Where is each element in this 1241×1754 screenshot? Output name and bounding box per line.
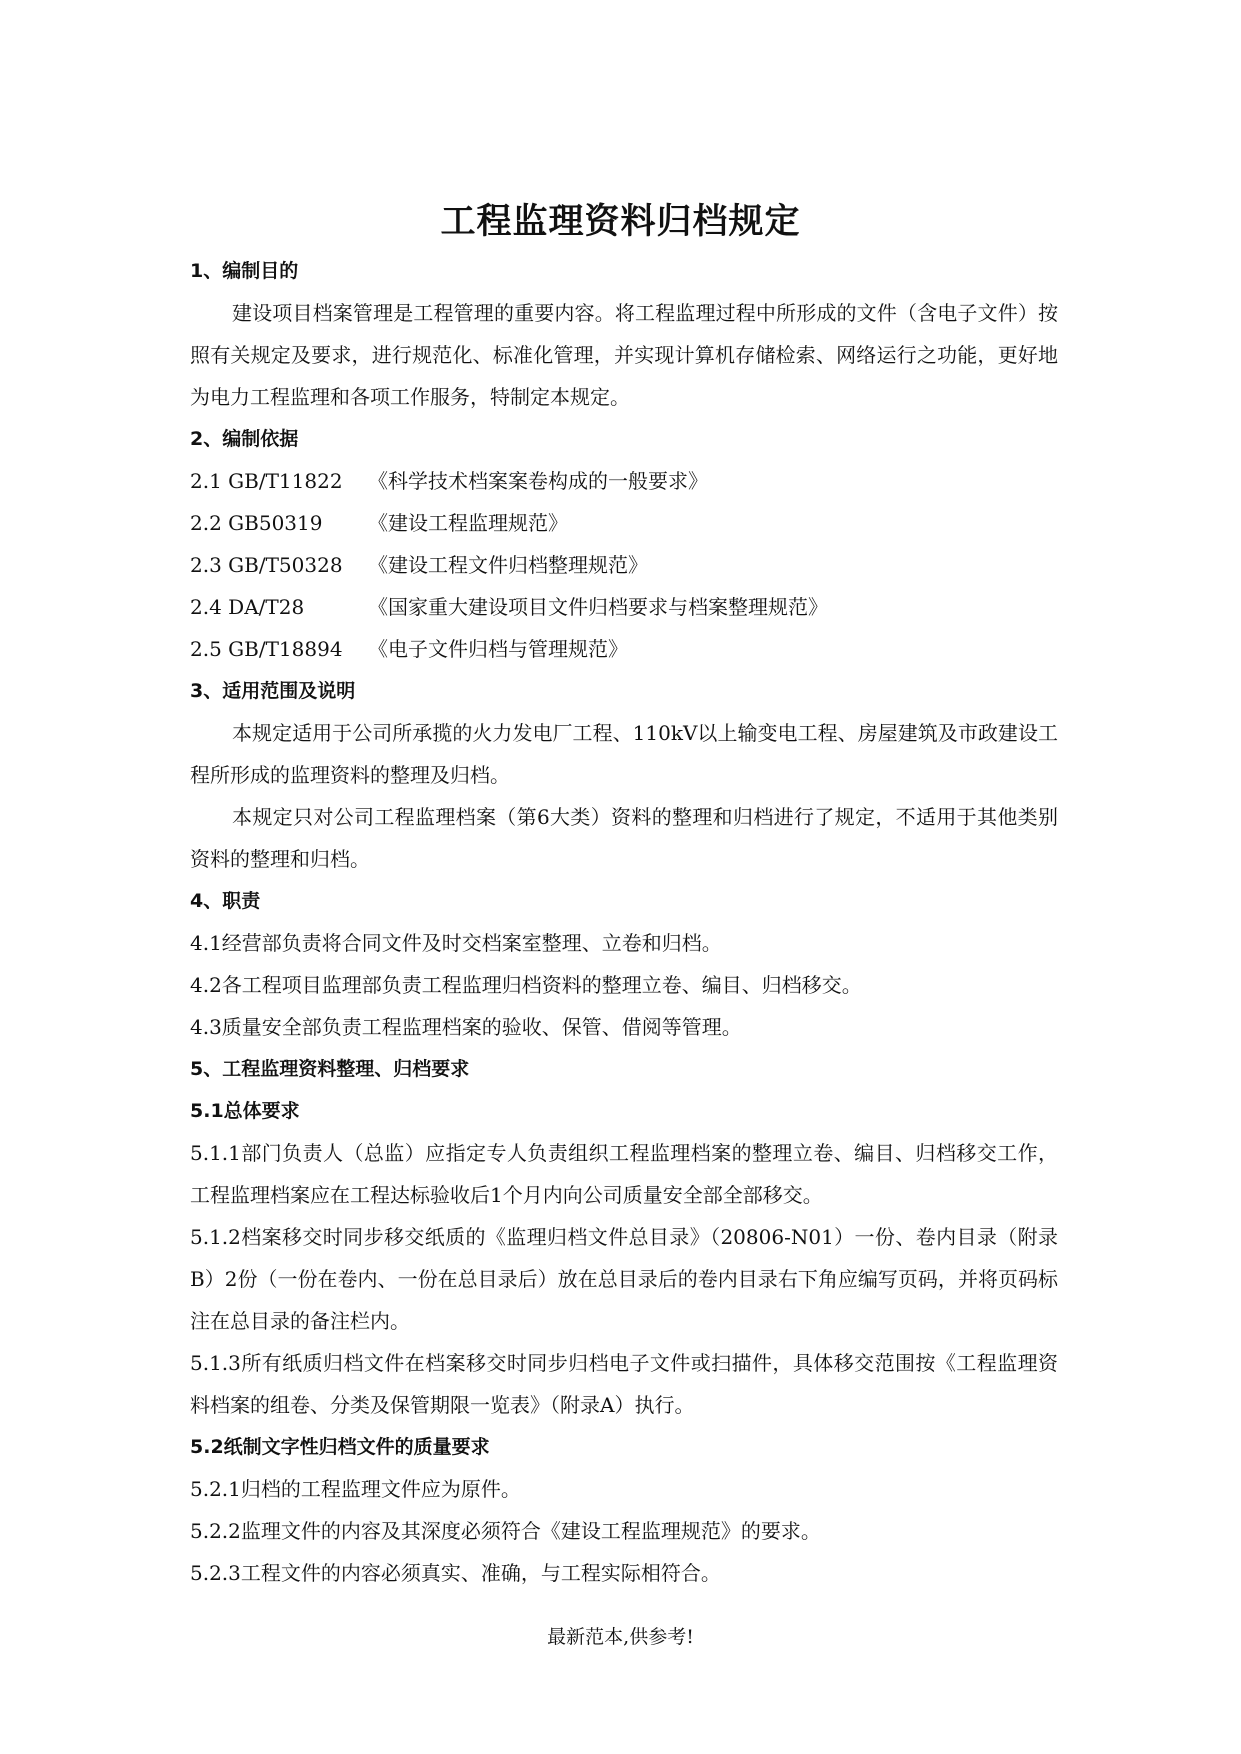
section-1-heading: 1、编制目的	[190, 260, 299, 282]
requirement-item: 5.1.1部门负责人（总监）应指定专人负责组织工程监理档案的整理立卷、编目、归档移交工作，工程监理档案应在工程达标验收后1个月内向公司质量安全部全部移交。	[190, 1141, 1058, 1207]
reference-item	[190, 502, 1058, 544]
section-4-heading: 4、职责	[190, 890, 261, 912]
reference-name: 《建设工程监理规范》	[368, 511, 568, 535]
section-3-paragraph-2: 本规定只对公司工程监理档案（第6大类）资料的整理和归档进行了规定，不适用于其他类别资料的整理和归档。	[190, 805, 1058, 871]
section-3-heading: 3、适用范围及说明	[190, 680, 356, 702]
requirement-item: 5.2.3工程文件的内容必须真实、准确，与工程实际相符合。	[190, 1561, 721, 1585]
reference-code: 2.4 DA/T28	[190, 595, 305, 619]
document-body	[190, 250, 1058, 1594]
reference-item	[190, 628, 1058, 670]
reference-name: 《建设工程文件归档整理规范》	[368, 553, 648, 577]
subsection-5-2-heading: 5.2纸制文字性归档文件的质量要求	[190, 1436, 490, 1458]
reference-item	[190, 544, 1058, 586]
requirement-item: 5.2.1归档的工程监理文件应为原件。	[190, 1477, 521, 1501]
reference-code: 2.1 GB/T11822	[190, 469, 343, 493]
reference-code: 2.5 GB/T18894	[190, 637, 343, 661]
reference-item	[190, 460, 1058, 502]
section-3-paragraph-1: 本规定适用于公司所承揽的火力发电厂工程、110kV以上输变电工程、房屋建筑及市政建设工程所形成的监理资料的整理及归档。	[190, 721, 1058, 787]
section-2-heading: 2、编制依据	[190, 428, 299, 450]
section-5-heading: 5、工程监理资料整理、归档要求	[190, 1058, 470, 1080]
reference-name: 《科学技术档案案卷构成的一般要求》	[368, 469, 708, 493]
reference-name: 《国家重大建设项目文件归档要求与档案整理规范》	[368, 595, 828, 619]
document-title: 工程监理资料归档规定	[440, 202, 801, 242]
subsection-5-1-heading: 5.1总体要求	[190, 1100, 300, 1122]
requirement-item: 5.1.2档案移交时同步移交纸质的《监理归档文件总目录》（20806-N01）一份、卷内目录（附录B）2份（一份在卷内、一份在总目录后）放在总目录后的卷内目录右下角应编写页码，并将页码标注在总目录的备注栏内。	[190, 1225, 1058, 1333]
reference-code: 2.3 GB/T50328	[190, 553, 343, 577]
duty-item: 4.1经营部负责将合同文件及时交档案室整理、立卷和归档。	[190, 931, 722, 955]
page-footer: 最新范本,供参考!	[547, 1626, 694, 1648]
requirement-item: 5.2.2监理文件的内容及其深度必须符合《建设工程监理规范》的要求。	[190, 1519, 821, 1543]
reference-code: 2.2 GB50319	[190, 511, 323, 535]
reference-name: 《电子文件归档与管理规范》	[368, 637, 628, 661]
duty-item: 4.3质量安全部负责工程监理档案的验收、保管、借阅等管理。	[190, 1015, 742, 1039]
reference-item	[190, 586, 1058, 628]
duty-item: 4.2各工程项目监理部负责工程监理归档资料的整理立卷、编目、归档移交。	[190, 973, 862, 997]
section-1-paragraph: 建设项目档案管理是工程管理的重要内容。将工程监理过程中所形成的文件（含电子文件）按照有关规定及要求，进行规范化、标准化管理，并实现计算机存储检索、网络运行之功能，更好地为电力工程监理和各项工作服务，特制定本规定。	[190, 301, 1058, 409]
requirement-item: 5.1.3所有纸质归档文件在档案移交时同步归档电子文件或扫描件，具体移交范围按《工程监理资料档案的组卷、分类及保管期限一览表》（附录A）执行。	[190, 1351, 1058, 1417]
